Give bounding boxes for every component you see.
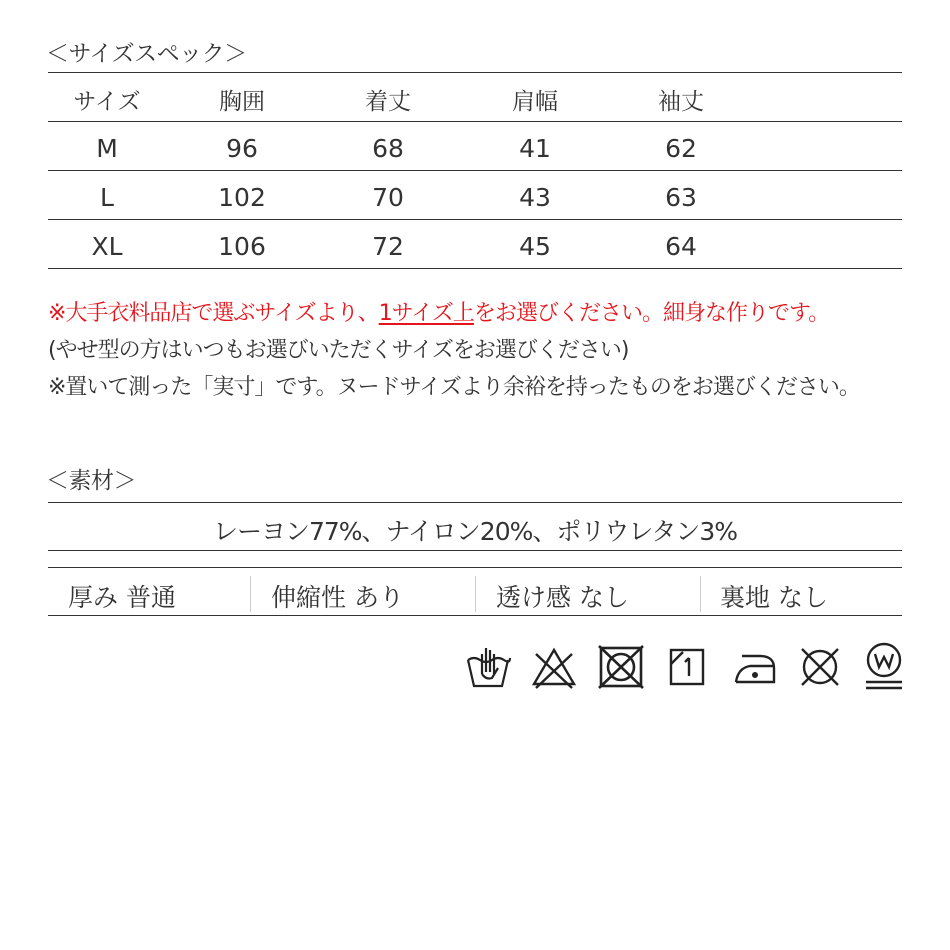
wet-clean-icon [862, 640, 906, 692]
table-cell: XL [91, 232, 123, 261]
table-cell: 41 [519, 134, 551, 163]
property-label: 透け感 [496, 583, 572, 612]
table-cell: 96 [226, 134, 258, 163]
property-lining [720, 578, 828, 614]
table-bottom-rule [48, 268, 902, 269]
do-not-bleach-icon [530, 640, 578, 692]
hand-wash-icon [464, 640, 512, 692]
fit-warning-text-end: をお選びください。細身な作りです。 [473, 301, 830, 326]
property-label: 厚み [68, 583, 119, 612]
col-header-chest: 胸囲 [219, 89, 265, 115]
property-thickness [68, 578, 176, 614]
table-cell: 43 [519, 183, 551, 212]
do-not-tumble-dry-icon [597, 640, 645, 692]
table-cell: 68 [372, 134, 404, 163]
property-value: なし [578, 583, 629, 612]
table-cell: 63 [665, 183, 697, 212]
property-divider [250, 576, 251, 612]
properties-top-rule [48, 567, 902, 568]
material-bottom-rule [48, 550, 902, 551]
property-value: なし [777, 583, 828, 612]
property-label: 裏地 [720, 583, 771, 612]
do-not-dry-clean-icon [796, 640, 844, 692]
table-rule [48, 219, 902, 220]
table-cell: 70 [372, 183, 404, 212]
table-cell: 62 [665, 134, 697, 163]
property-label: 伸縮性 [271, 583, 347, 612]
table-cell: M [96, 134, 118, 163]
property-value: あり [353, 583, 404, 612]
material-heading: ＜素材＞ [46, 468, 136, 494]
table-cell: 102 [218, 183, 266, 212]
line-dry-icon [663, 640, 711, 692]
table-rule [48, 170, 902, 171]
table-cell: L [100, 183, 114, 212]
table-cell: 72 [372, 232, 404, 261]
material-composition: レーヨン77%、ナイロン20%、ポリウレタン3% [212, 517, 738, 546]
table-cell: 64 [665, 232, 697, 261]
col-header-shoulder: 肩幅 [512, 89, 558, 115]
table-rule [48, 121, 902, 122]
col-header-length: 着丈 [365, 89, 411, 115]
fit-warning-text: ※大手衣料品店で選ぶサイズより、 [48, 301, 379, 326]
property-stretch [271, 578, 404, 614]
iron-low-icon [730, 640, 778, 692]
size-spec-heading: ＜サイズスペック＞ [46, 41, 247, 67]
table-top-rule [48, 72, 902, 73]
fit-warning-note [48, 296, 829, 327]
properties-bottom-rule [48, 615, 902, 616]
col-header-sleeve: 袖丈 [658, 89, 704, 115]
table-cell: 106 [218, 232, 266, 261]
table-cell: 45 [519, 232, 551, 261]
property-sheerness [496, 578, 629, 614]
material-top-rule [48, 502, 902, 503]
size-up-emphasis: 1サイズ上 [378, 301, 474, 326]
property-value: 普通 [125, 583, 176, 612]
measurement-note: ※置いて測った「実寸」です。ヌードサイズより余裕を持ったものをお選びください。 [48, 375, 860, 400]
slim-note: (やせ型の方はいつもお選びいただくサイズをお選びください) [48, 338, 629, 363]
property-divider [700, 576, 701, 612]
property-divider [475, 576, 476, 612]
col-header-size: サイズ [73, 89, 141, 115]
